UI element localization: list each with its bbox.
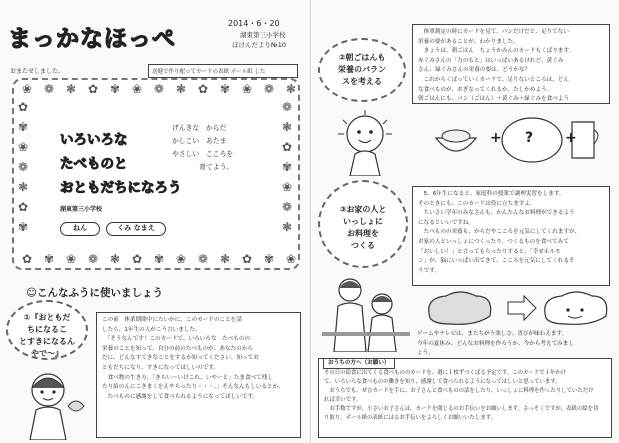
bubble-line: ③お家の人と [339,205,387,214]
masthead-title: まっかなほっぺ [8,26,176,52]
text-line: ょう。 [417,350,434,356]
food-decoration-icon: ✾ [18,120,29,134]
card-poem [172,122,252,174]
food-decoration-icon: ❃ [286,82,297,96]
food-decoration-icon: ❁ [198,252,209,266]
text-line: て、いろいろな食べものの働きを知り、感謝して食べられるようになってほしいと思っています。 [324,379,561,385]
text-line: さん、緑ぐみさんの栄養の要は、どうかな？ [418,67,531,74]
issue-date: 2014・6・20 [228,19,280,28]
parents-note-label: おうちの方へ（お願い） [323,358,395,369]
bubble-line: とすきになるん [19,337,75,346]
text-line: その日の給食に出てくる食べもののカードを、週に１枚ずつくばる予定です。このカードで１年かけ [324,370,567,376]
poem-line: 育てよう。 [172,163,234,171]
text-line: ともだちになり、すきになってほしいのです。 [102,364,220,371]
text-line: お手数ですが、小さいお子さんは、カードを閉じるのお手伝いをお願いします。さっそくですが、表紙の絵を切 [324,406,599,412]
text-line: ン」が、脳にいっぱい出てきて、こころを元気にしてくれるそ [418,258,575,265]
usage-text-box [96,312,301,438]
text-line: ゲームやテレビは、またちがう楽しさ、喜びが味わえます。 [417,331,568,337]
food-decoration-icon: ❁ [154,82,165,96]
food-decoration-icon: ✾ [264,252,275,266]
sun-character-illustration [330,108,400,176]
text-line: おうちでも、ぜひカードを手に、お子さんと食べものの話をしたり、いっしょに料理を作ったりしていただけ [324,388,594,394]
food-decoration-icon: ❀ [282,180,293,194]
food-decoration-icon: ❀ [132,82,143,96]
question-mark: ? [525,130,534,146]
bubble-line: いっしょに [343,217,383,226]
text-line: たべものに感謝をして食べられるようになってほしいです。 [102,393,259,400]
poem-line: やさしい こころを [172,150,234,158]
food-decoration-icon: ❁ [264,82,275,96]
grade-pill: ねん [60,222,100,236]
food-decoration-icon: ✿ [18,200,29,214]
cooking-text-tail [412,330,610,356]
food-decoration-icon: ✾ [154,252,165,266]
text-line: したら、1年生の人がこう言いました。 [102,326,201,333]
bubble-line: お料理を [347,229,379,238]
food-decoration-icon: ❀ [286,252,297,266]
food-decoration-icon: ❃ [176,82,187,96]
text-line: ちいさい学年のみなさんも、かんたんなお料理ができるよう [418,210,575,217]
breakfast-text-box [412,24,610,104]
food-decoration-icon: ✾ [18,220,29,234]
text-line: 赤ぐみさんの「力のもと」はいっぱいあるけれど、黄ぐみ [418,57,564,64]
food-decoration-icon: ❃ [220,252,231,266]
food-decoration-icon: ✾ [282,160,293,174]
text-line: たべものの栄養も、からだやこころを元気にしてくれますが、 [418,229,581,236]
food-decoration-icon: ✿ [22,252,33,266]
bubble-line: やで〜』 [31,349,63,358]
text-line: れば幸いです。 [324,397,362,403]
bubble-line: ちになるこ [27,325,67,334]
food-decoration-icon: ❃ [282,220,293,234]
food-decoration-icon: ❃ [18,180,29,194]
arrow-right-icon [508,296,536,320]
text-line: だに、どんなすてきなことをするか知ってください。知ってお [102,355,259,362]
text-line: これからくばっていくカードで、足りないところは、どん [418,76,569,83]
text-line: 今年の夏休み、どんなお料理を作ろうか、今から考えてみまし [417,340,574,347]
food-decoration-icon: ✿ [282,140,293,154]
brain-happy-icon [545,292,607,324]
cooking-text-box [412,186,610,286]
poem-line: かしこい あたま [172,137,227,145]
food-decoration-icon: ❁ [88,252,99,266]
food-decoration-icon: ❁ [44,82,55,96]
text-line: 「そうなんです！このカードで、いろいろな たべものの [102,336,251,343]
plus-sign: + [565,130,577,146]
text-line: 栄養のことを知って、自分の前のたべものが、あなたのから [102,345,253,352]
notice-box: 送健で作り配ってカードの表紙 ボール紙 した [148,64,298,78]
card-school-tag: 湖東第三小学校 [60,206,103,213]
text-line: 食べ物の生き方、「きらい〜いけこれ、いやーと」たま食べて残し [102,374,273,381]
poem-line: げんきな からだ [172,124,227,132]
bubble-cook-together [318,180,408,268]
text-line: な食べものが、おぎなってくれるか、たしかめよう。 [418,86,553,93]
food-decoration-icon: ✾ [220,82,231,96]
greeting-text: おまたせしました。 [10,68,65,75]
card-title-line: おともだちになろう [60,180,182,196]
food-decoration-icon: ❃ [110,252,121,266]
food-decoration-icon: ✿ [18,100,29,114]
food-decoration-icon: ❃ [66,82,77,96]
food-decoration-icon: ❃ [282,120,293,134]
bubble-make-friends [6,300,88,360]
text-line: 5、6年生になると、家庭科の授業で調理実習をします。 [418,191,565,197]
food-decoration-icon: ✾ [110,82,121,96]
usage-heading: ☺こんなふうに使いましょう [26,287,163,299]
bubble-line: 栄養のバラン [338,65,386,74]
food-decoration-icon: ❀ [66,252,77,266]
text-line: 「おいしい！」と言ってもらったりすると、「幸せホルモ [418,248,561,255]
text-line: り取り、ボール紙の表紙にはるお手伝いをよろしくお願いいたします。 [324,415,496,421]
text-line: になるといいですね。 [418,219,474,226]
food-decoration-icon: ✿ [198,82,209,96]
bubble-line: ①『おともだ [23,313,71,322]
food-decoration-icon: ✿ [132,252,143,266]
brain-icon [429,292,491,324]
text-line: うです。 [418,267,440,274]
food-decoration-icon: ✿ [242,252,253,266]
name-pill: くみ なまえ [106,222,166,236]
food-decoration-icon: ✾ [44,252,55,266]
text-line: 体重測定の時にカードを見て、パンだけだと、足りてない [418,29,569,35]
food-decoration-icon: ❀ [22,82,33,96]
bubble-breakfast-balance [318,38,406,102]
food-decoration-icon: ❀ [176,252,187,266]
food-decoration-icon: ❁ [282,100,293,114]
text-line: きょうは、朝ごはん ちょうかみんのカードもくばります。 [418,48,575,55]
cooking-family-illustration [322,272,410,352]
food-decoration-icon: ✿ [88,82,99,96]
issue-number: ほけんだより№10 [232,41,287,49]
text-line: 栄養の要があることが、わかりました。 [418,38,519,45]
food-decoration-icon: ❀ [242,82,253,96]
brain-comparison-illustration [420,288,610,328]
food-decoration-icon: ❁ [282,200,293,214]
parents-note-box [318,358,612,438]
left-page [0,0,309,443]
girl-illustration [8,366,92,440]
bubble-line: つくる [351,241,375,250]
text-line: 朝ごはんにも、パン（ごはん）＋黄ぐみ＋緑ぐみを食べよう [418,96,570,103]
school-name: 湖東第三小学校 [240,31,286,39]
food-decoration-icon: ❁ [18,160,29,174]
text-line: そのときにも、このカードは役に立ちますよ。 [418,200,536,207]
bubble-line: スを考える [342,77,382,86]
plus-sign: + [490,130,502,146]
card-title-line: いろいろな [60,132,128,148]
text-line: お家の人といっしょにつくったり、つくるものを食べてみて [418,238,569,245]
text-line: この前 休業期間中にたいかに、このカードのことを話 [102,317,242,323]
card-title-line: たべものと [60,156,128,172]
food-decoration-icon: ❀ [18,140,29,154]
bubble-line: ②朝ごはんも [338,53,386,62]
text-line: たり給のんにこきまくをえやらったり・・・。」そんなんもしいるとか。 [102,384,284,391]
